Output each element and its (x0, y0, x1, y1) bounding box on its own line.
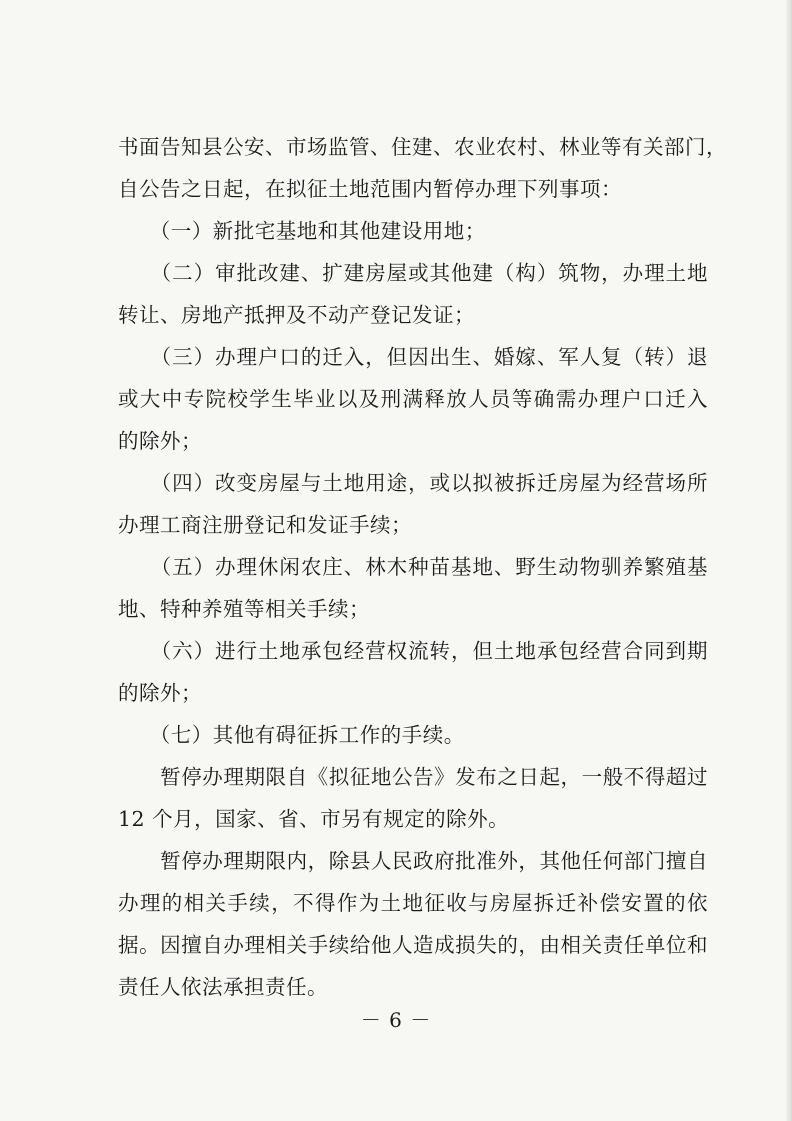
text-line: 或大中专院校学生毕业以及刑满释放人员等确需办理户口迁入 (118, 387, 708, 411)
page-edge (786, 0, 792, 1121)
text-line: 暂停办理期限自《拟征地公告》发布之日起，一般不得超过 (118, 765, 708, 789)
page-number: － 6 － (360, 1008, 432, 1032)
text-line: 12 个月，国家、省、市另有规定的除外。 (118, 807, 510, 831)
text-line: 地、特种养殖等相关手续； (118, 597, 370, 621)
text-line: 办理的相关手续，不得作为土地征收与房屋拆迁补偿安置的依 (118, 891, 708, 915)
document-body (118, 126, 727, 1008)
text-line: （五）办理休闲农庄、林木种苗基地、野生动物驯养繁殖基 (118, 555, 708, 579)
text-line: 责任人依法承担责任。 (118, 975, 328, 999)
text-line: （一）新批宅基地和其他建设用地； (118, 219, 486, 243)
text-line: 办理工商注册登记和发证手续； (118, 513, 412, 537)
text-line: 的除外； (118, 429, 202, 453)
text-line: （三）办理户口的迁入，但因出生、婚嫁、军人复（转）退 (118, 345, 708, 369)
text-line: 书面告知县公安、市场监管、住建、农业农村、林业等有关部门， (118, 135, 727, 159)
text-line: 暂停办理期限内，除县人民政府批准外，其他任何部门擅自 (118, 849, 708, 873)
text-line: （二）审批改建、扩建房屋或其他建（构）筑物，办理土地 (118, 261, 708, 285)
text-line: 据。因擅自办理相关手续给他人造成损失的，由相关责任单位和 (118, 933, 708, 957)
text-line: 的除外； (118, 681, 202, 705)
text-line: （四）改变房屋与土地用途，或以拟被拆迁房屋为经营场所 (118, 471, 708, 495)
text-line: 自公告之日起，在拟征土地范围内暂停办理下列事项： (118, 177, 622, 201)
text-line: （七）其他有碍征拆工作的手续。 (118, 723, 465, 747)
text-line: 转让、房地产抵押及不动产登记发证； (118, 303, 475, 327)
text-line: （六）进行土地承包经营权流转，但土地承包经营合同到期 (118, 639, 708, 663)
